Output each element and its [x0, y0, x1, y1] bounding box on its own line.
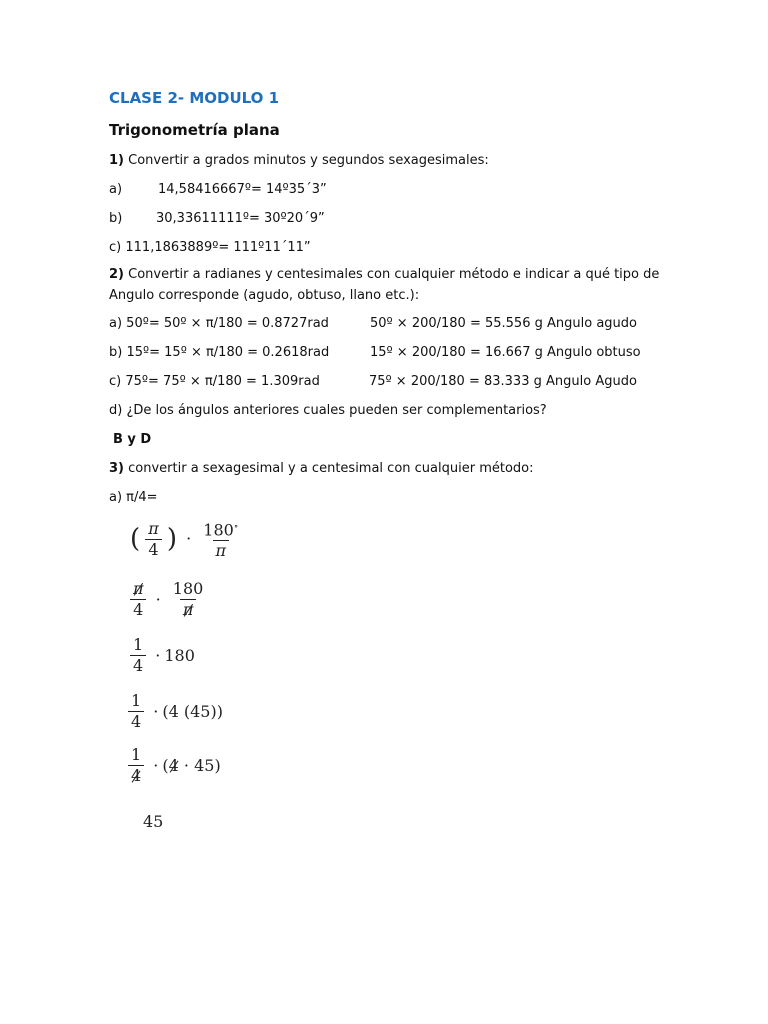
q2-question-d: d) ¿De los ángulos anteriores cuales pueden ser complementarios? [109, 403, 547, 418]
q2-answer-d: B y D [113, 432, 152, 447]
fraction [145, 520, 162, 559]
cancelled-pi: π [133, 579, 144, 598]
q2-row-a-right: 50º × 200/180 = 55.556 g Angulo agudo [370, 316, 637, 331]
numerator [130, 580, 147, 599]
close-paren: ) [166, 524, 178, 555]
q1-item-a [109, 182, 327, 198]
cancelled-four: 4 [168, 756, 179, 775]
q2-row-c-right: 75º × 200/180 = 83.333 g Angulo Agudo [369, 374, 637, 389]
math-step-4 [128, 692, 223, 731]
page-title: CLASE 2- MODULO 1 [109, 89, 280, 107]
numerator: 1 [131, 691, 142, 710]
q1-item-c [109, 240, 311, 256]
q1-item-label: b) [109, 211, 123, 226]
q2-row-b-left: b) 15º= 15º × π/180 = 0.2618rad [109, 345, 330, 360]
numerator: 1 [133, 635, 144, 654]
cancelled-pi: π [182, 600, 194, 619]
open-paren: ( [130, 524, 141, 555]
factor: · 45) [183, 756, 221, 775]
q1-text: Convertir a grados minutos y segundos sexagesimales: [128, 153, 489, 168]
q1-item-text: 111,1863889º= 111º11´11” [125, 240, 311, 255]
q2-row-b-right: 15º × 200/180 = 16.667 g Angulo obtuso [370, 345, 641, 360]
dot-operator: · [153, 755, 159, 775]
denominator: 4 [145, 539, 161, 559]
denominator [128, 765, 144, 785]
fraction [128, 692, 144, 731]
fraction [128, 746, 144, 785]
numerator: π [148, 518, 159, 538]
q3-number: 3) [109, 461, 124, 476]
fraction [170, 580, 207, 619]
open-paren: ( [162, 756, 169, 775]
fraction [130, 636, 146, 675]
q2-prompt [109, 267, 659, 283]
math-result: 45 [143, 812, 164, 831]
denominator: 4 [130, 655, 146, 675]
factor: 180 [164, 646, 195, 665]
q1-item-text: 14,58416667º= 14º35´3” [158, 182, 327, 197]
q1-item-b [109, 211, 325, 227]
factor: (4 (45)) [162, 702, 223, 721]
cancelled-four: 4 [131, 766, 142, 785]
math-step-1 [130, 518, 241, 560]
q2-number: 2) [109, 267, 124, 282]
q2-prompt-cont: Angulo corresponde (agudo, obtuso, llano etc.): [109, 288, 420, 303]
section-title: Trigonometría plana [109, 121, 280, 139]
denominator [180, 599, 197, 619]
q1-item-text: 30,33611111º= 30º20´9” [156, 211, 325, 226]
q2-row-c-left: c) 75º= 75º × π/180 = 1.309rad [109, 374, 320, 389]
numerator [200, 518, 241, 540]
q1-prompt [109, 153, 489, 169]
dot-operator: · [186, 529, 192, 549]
fraction [130, 580, 147, 619]
q3-text: convertir a sexagesimal y a centesimal con cualquier método: [128, 461, 534, 476]
denominator: 4 [128, 711, 144, 731]
math-step-2 [130, 580, 206, 619]
q1-item-label: c) [109, 240, 122, 255]
q2-row-a-left: a) 50º= 50º × π/180 = 0.8727rad [109, 316, 329, 331]
numerator-value: 180 [203, 520, 234, 540]
math-step-3 [130, 636, 195, 675]
math-step-5 [128, 746, 221, 785]
q3-item-a: a) π/4= [109, 490, 158, 505]
dot-operator: · [155, 589, 161, 609]
q1-item-label: a) [109, 182, 123, 197]
q1-number: 1) [109, 153, 124, 168]
dot-operator: · [155, 645, 161, 665]
numerator: 1 [131, 745, 142, 764]
q2-text: Convertir a radianes y centesimales con cualquier método e indicar a qué tipo de [128, 267, 660, 282]
dot-operator: · [153, 701, 159, 721]
numerator: 180 [172, 579, 204, 598]
denominator: 4 [130, 599, 146, 619]
degree-sign: ∘ [233, 522, 239, 532]
q3-prompt [109, 461, 534, 477]
denominator: π [213, 540, 230, 560]
fraction [200, 518, 241, 560]
